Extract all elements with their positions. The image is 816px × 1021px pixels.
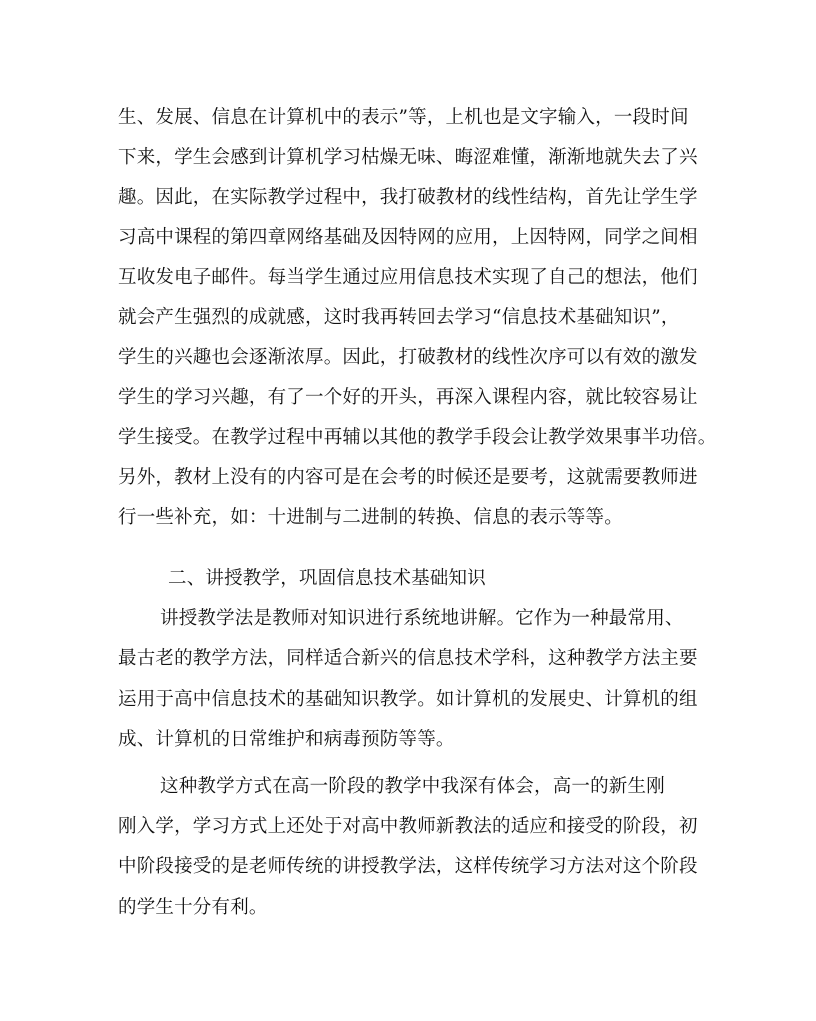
paragraph-1-line: 互收发电子邮件。每当学生通过应用信息技术实现了自己的想法，他们 (118, 267, 698, 288)
paragraph-3-line: 中阶段接受的是老师传统的讲授教学法，这样传统学习方法对这个阶段 (118, 856, 698, 877)
paragraph-1-line: 下来，学生会感到计算机学习枯燥无味、晦涩难懂，渐渐地就失去了兴 (118, 147, 698, 168)
paragraph-1-line: 行一些补充，如：十进制与二进制的转换、信息的表示等等。 (118, 507, 623, 528)
paragraph-1-line: 学生的兴趣也会逐渐浓厚。因此，打破教材的线性次序可以有效的激发 (118, 347, 698, 368)
paragraph-1-line: 生、发展、信息在计算机中的表示”等，上机也是文字输入，一段时间 (118, 107, 689, 128)
paragraph-1-line: 趣。因此，在实际教学过程中，我打破教材的线性结构，首先让学生学 (118, 187, 698, 208)
paragraph-2-line: 最古老的教学方法，同样适合新兴的信息技术学科，这种教学方法主要 (118, 648, 698, 669)
paragraph-3-line: 刚入学，学习方式上还处于对高中教师新教法的适应和接受的阶段，初 (118, 816, 698, 837)
paragraph-1-line: 另外，教材上没有的内容可是在会考的时候还是要考，这就需要教师进 (118, 467, 698, 488)
paragraph-2-line: 成、计算机的日常维护和病毒预防等等。 (118, 729, 455, 750)
paragraph-3-line: 这种教学方式在高一阶段的教学中我深有体会，高一的新生刚 (160, 776, 665, 797)
paragraph-1-line: 就会产生强烈的成就感，这时我再转回去学习“信息技术基础知识”， (118, 307, 680, 328)
paragraph-1-line: 学生接受。在教学过程中再辅以其他的教学手段会让教学效果事半功倍。 (118, 427, 717, 448)
paragraph-3-line: 的学生十分有利。 (118, 897, 268, 918)
section-heading: 二、讲授教学，巩固信息技术基础知识 (168, 568, 486, 589)
paragraph-2-line: 运用于高中信息技术的基础知识教学。如计算机的发展史、计算机的组 (118, 689, 698, 710)
paragraph-2-line: 讲授教学法是教师对知识进行系统地讲解。它作为一种最常用、 (160, 608, 684, 629)
paragraph-1-line: 习高中课程的第四章网络基础及因特网的应用，上因特网，同学之间相 (118, 227, 698, 248)
paragraph-1-line: 学生的学习兴趣，有了一个好的开头，再深入课程内容，就比较容易让 (118, 387, 698, 408)
